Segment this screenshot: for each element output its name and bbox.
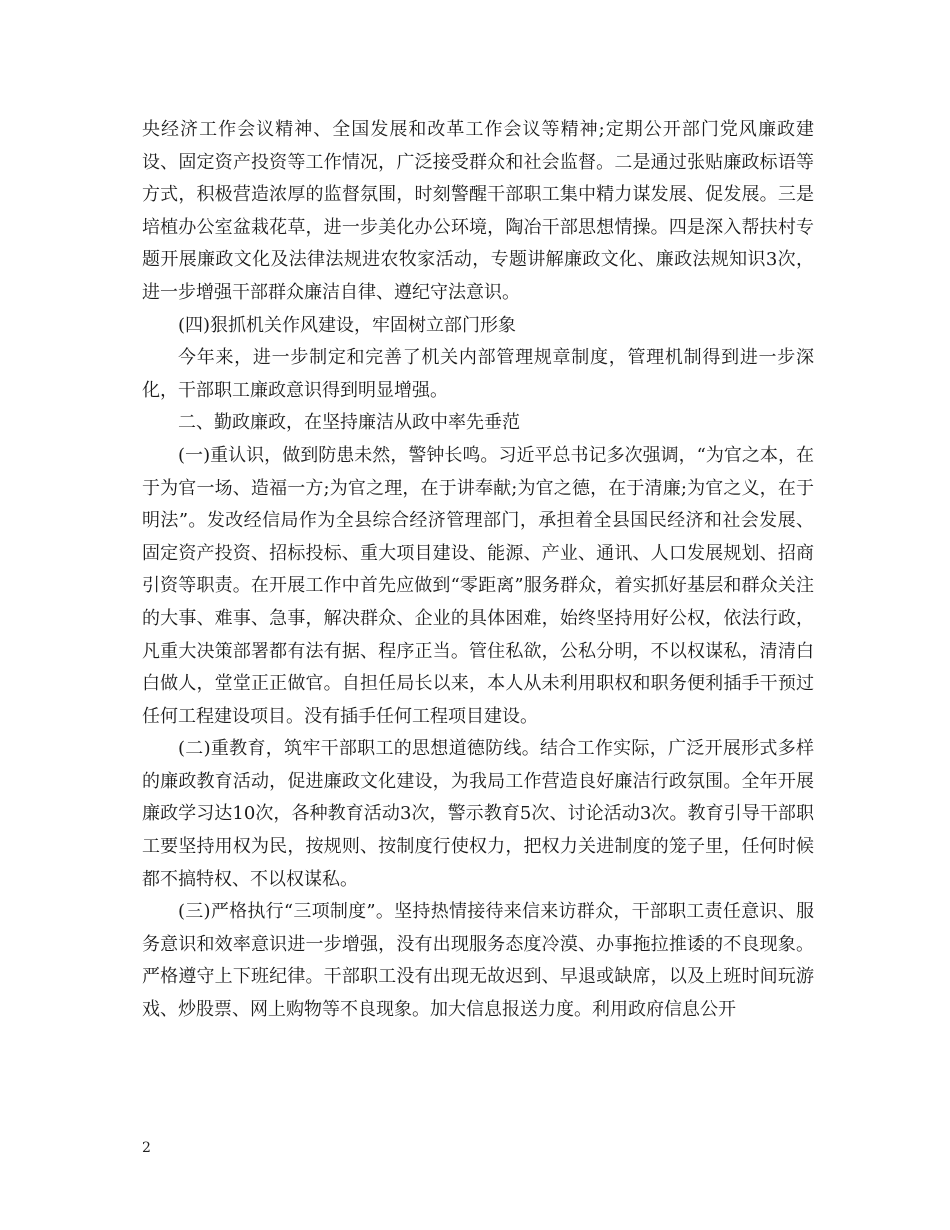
paragraph-subsection-one: (一)重认识，做到防患未然，警钟长鸣。习近平总书记多次强调，“为官之本，在于为官一场、造福一方;为官之理，在于讲奉献;为官之德，在于清廉;为官之义，在于明法”。发改经信局作为全县综合经济管理部门，承担着全县国民经济和社会发展、固定资产投资、招标投标、重大项目建设、能源、产业、通讯、人口发展规划、招商引资等职责。在开展工作中首先应做到“零距离”服务群众，着实抓好基层和群众关注的大事、难事、急事，解决群众、企业的具体困难，始终坚持用好公权，依法行政，凡重大决策部署都有法有据、程序正当。管住私欲，公私分明，不以权谋私，清清白白做人，堂堂正正做官。自担任局长以来，本人从未利用职权和职务便利插手干预过任何工程建设项目。没有插手任何工程项目建设。 xyxy=(142,444,814,727)
section-heading-two: 二、勤政廉政，在坚持廉洁从政中率先垂范 xyxy=(178,412,520,434)
paragraph: 今年来，进一步制定和完善了机关内部管理规章制度，管理机制得到进一步深化，干部职工廉政意识得到明显增强。 xyxy=(142,347,814,401)
paragraph-continuation: 央经济工作会议精神、全国发展和改革工作会议等精神;定期公开部门党风廉政建设、固定资产投资等工作情况，广泛接受群众和社会监督。二是通过张贴廉政标语等方式，积极营造浓厚的监督氛围，时刻警醒干部职工集中精力谋发展、促发展。三是培植办公室盆栽花草，进一步美化办公环境，陶冶干部思想情操。四是深入帮扶村专题开展廉政文化及法律法规进农牧家活动，专题讲解廉政文化、廉政法规知识3次，进一步增强干部群众廉洁自律、遵纪守法意识。 xyxy=(142,119,814,303)
document-body xyxy=(142,114,814,1027)
paragraph-subsection-two: (二)重教育，筑牢干部职工的思想道德防线。结合工作实际，广泛开展形式多样的廉政教育活动，促进廉政文化建设，为我局工作营造良好廉洁行政氛围。全年开展廉政学习达10次，各种教育活动3次，警示教育5次、讨论活动3次。教育引导干部职工要坚持用权为民，按规则、按制度行使权力，把权力关进制度的笼子里，任何时候都不搞特权、不以权谋私。 xyxy=(142,738,814,890)
paragraph-subsection-three: (三)严格执行“三项制度”。坚持热情接待来信来访群众，干部职工责任意识、服务意识和效率意识进一步增强，没有出现服务态度冷漠、办事拖拉推诿的不良现象。严格遵守上下班纪律。干部职工没有出现无故迟到、早退或缺席，以及上班时间玩游戏、炒股票、网上购物等不良现象。加大信息报送力度。利用政府信息公开 xyxy=(142,901,814,1021)
page-number: 2 xyxy=(142,1140,151,1156)
section-heading-four: (四)狠抓机关作风建设，牢固树立部门形象 xyxy=(178,314,517,336)
